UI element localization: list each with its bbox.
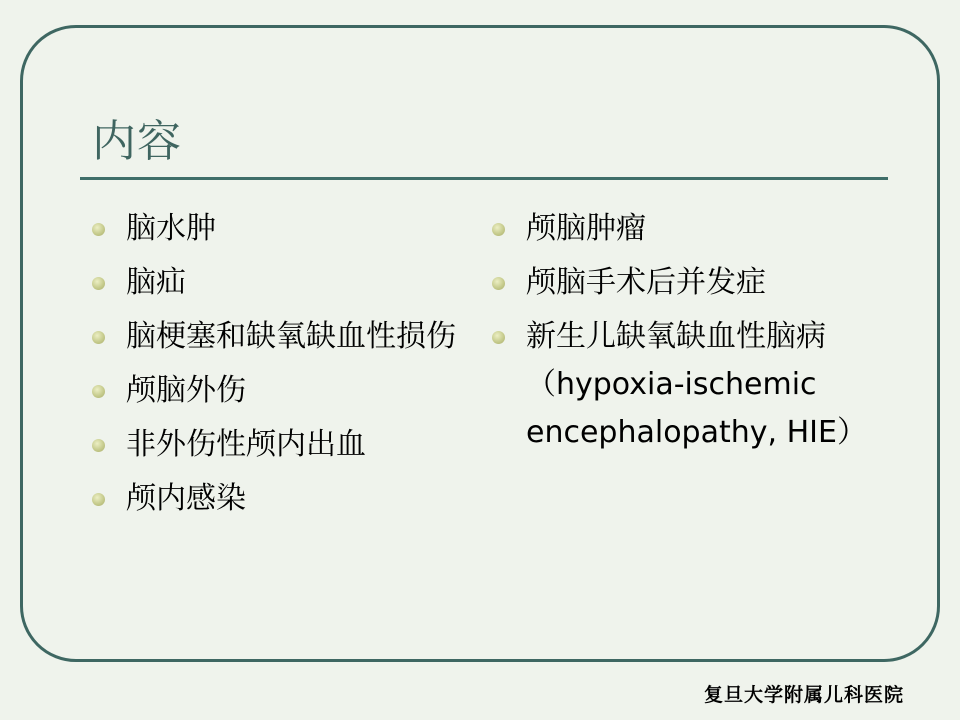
list-item	[92, 367, 472, 415]
right-bullet-list	[492, 205, 912, 463]
bullet-dot-icon	[92, 493, 105, 506]
slide-title: 内容	[92, 116, 182, 167]
list-item-text: 颅内感染	[126, 481, 246, 516]
list-item-text: 非外伤性颅内出血	[126, 427, 366, 462]
list-item-text: 脑梗塞和缺氧缺血性损伤	[126, 319, 456, 354]
list-item	[92, 259, 472, 307]
footer-institution: 复旦大学附属儿科医院	[703, 684, 904, 706]
bullet-dot-icon	[492, 331, 505, 344]
bullet-dot-icon	[92, 331, 105, 344]
list-item	[92, 421, 472, 469]
bullet-dot-icon	[92, 385, 105, 398]
bullet-dot-icon	[92, 223, 105, 236]
list-item-text: 脑水肿	[126, 211, 216, 246]
list-item	[92, 313, 472, 361]
list-item-text: 颅脑手术后并发症	[526, 265, 766, 300]
bullet-dot-icon	[92, 277, 105, 290]
list-item-text: 颅脑肿瘤	[526, 211, 646, 246]
list-item	[92, 475, 472, 523]
list-item	[492, 313, 912, 457]
bullet-dot-icon	[492, 223, 505, 236]
list-item-text: 脑疝	[126, 265, 186, 300]
list-item	[492, 205, 912, 253]
left-bullet-list	[92, 205, 472, 529]
list-item-text: 颅脑外伤	[126, 373, 246, 408]
title-divider	[80, 177, 888, 180]
list-item-text: 新生儿缺氧缺血性脑病（hypoxia-ischemic encephalopathy, HIE）	[526, 319, 867, 450]
list-item	[492, 259, 912, 307]
bullet-dot-icon	[92, 439, 105, 452]
bullet-dot-icon	[492, 277, 505, 290]
list-item	[92, 205, 472, 253]
